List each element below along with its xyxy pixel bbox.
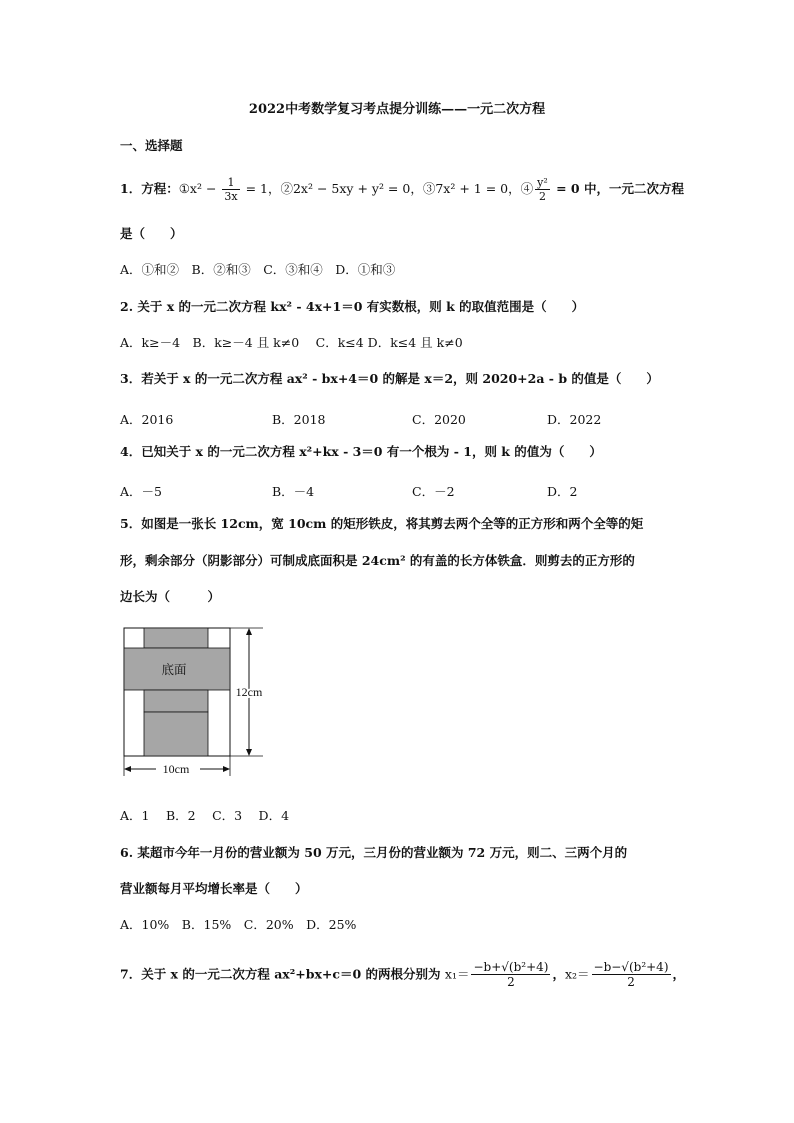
question-6-options: A．10% B．15% C．20% D．25% [120,917,357,932]
q1-fraction-1 [222,176,239,203]
x2-denominator: 2 [627,975,635,990]
q1-eq2: ②2x² − 5xy + y² = 0， [280,181,423,197]
question-6-line-2: 营业额每月平均增长率是（ ） [120,881,308,896]
x2-label: x₂＝ [564,966,590,982]
question-5-line-3: 边长为（ ） [120,589,221,604]
q1-eq3: ③7x² + 1 = 0， [422,181,521,197]
height-label: 12cm [235,685,263,699]
q1-fraction-1-num: 1 [222,176,239,190]
question-7-end: ， [672,966,686,982]
question-4: 4．已知关于 x 的一元二次方程 x²+kx - 3＝0 有一个根为 - 1，则 k 的值为（ ） [120,444,602,459]
question-1-continuation: 是（ ） [120,226,183,241]
q1-eq1: ①x² − [178,181,221,197]
x2-fraction [592,960,671,990]
question-7-stem: 7．关于 x 的一元二次方程 ax²+bx+c＝0 的两根分别为 [120,966,445,982]
q1-eq1-end: = 1， [241,181,281,197]
question-4-option-a: A．－5 [120,484,162,499]
x1-denominator: 2 [507,975,515,990]
x1-label: x₁＝ [444,966,470,982]
question-4-option-b: B．－4 [272,484,315,499]
x1-numerator: −b+√(b²+4) [473,960,549,974]
arrow-right-icon [223,766,230,772]
question-6-line-1: 6. 某超市今年一月份的营业额为 50 万元，三月份的营业额为 72 万元，则二、三两个月的 [120,845,628,860]
question-3-option-c: C．2020 [412,412,466,427]
arrow-up-icon [246,628,252,635]
q1-eq4-end: = 0 中，一元二次方程 [551,181,684,197]
q1-fraction-4 [535,176,550,203]
question-4-option-d: D．2 [547,484,578,499]
question-2-options: A．k≥－4 B．k≥－4 且 k≠0 C．k≤4 D．k≤4 且 k≠0 [120,335,463,350]
q1-fraction-4-num: y² [537,176,548,189]
arrow-left-icon [124,766,131,772]
question-3-option-d: D．2022 [547,412,602,427]
question-7 [120,960,685,990]
question-5-options: A．1 B．2 C．3 D．4 [120,808,290,823]
question-5-line-2: 形，剩余部分（阴影部分）可制成底面积是 24cm² 的有盖的长方体铁盒．则剪去的正方形的 [120,553,635,568]
question-5-line-1: 5．如图是一张长 12cm，宽 10cm 的矩形铁皮，将其剪去两个全等的正方形和两个全等的矩 [120,516,644,531]
width-label: 10cm [162,762,190,776]
question-3-option-a: A．2016 [120,412,174,427]
arrow-down-icon [246,749,252,756]
question-3-option-b: B．2018 [272,412,326,427]
q1-lead: 1．方程： [120,181,179,197]
q1-fraction-4-den: 2 [538,190,546,204]
question-3: 3．若关于 x 的一元二次方程 ax² - bx+4＝0 的解是 x＝2，则 2020+2a - b 的值是（ ） [120,371,659,386]
question-2: 2. 关于 x 的一元二次方程 kx² - 4x+1＝0 有实数根，则 k 的取值范围是（ ） [120,299,585,314]
x2-numerator: −b−√(b²+4) [593,960,669,974]
question-1-options: A．①和② B．②和③ C．③和④ D．①和③ [120,262,396,277]
base-label: 底面 [161,662,187,677]
q1-eq4-start: ④ [520,181,534,197]
x-separator: ， [552,966,565,982]
section-heading: 一、选择题 [120,138,183,153]
page-title: 2022中考数学复习考点提分训练——一元二次方程 [248,102,546,117]
sheet-figure [118,622,298,782]
question-1 [120,176,684,203]
question-4-option-c: C．－2 [412,484,455,499]
x1-fraction [471,960,550,990]
q1-fraction-1-den: 3x [224,190,238,204]
